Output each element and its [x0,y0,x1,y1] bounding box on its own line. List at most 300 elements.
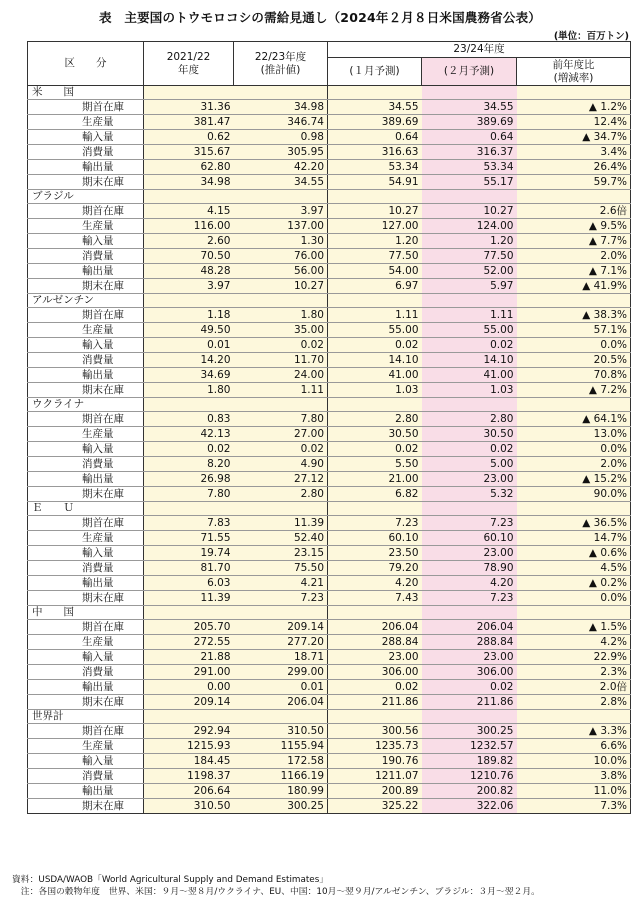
cell-value: 4.20 [328,576,422,591]
cell-value: 55.00 [422,323,517,338]
cell-value: 190.76 [328,754,422,769]
cell-value: 1215.93 [144,739,234,754]
group-name: ウクライナ [28,398,144,412]
table-row [28,368,631,383]
row-label: 消費量 [28,249,144,264]
cell-value: 10.27 [422,204,517,219]
group-name: ブラジル [28,190,144,204]
cell-value: 1198.37 [144,769,234,784]
cell-value: 0.0% [517,442,631,457]
cell-value: 70.50 [144,249,234,264]
cell-value: 292.94 [144,724,234,739]
cell-value: 1.11 [422,308,517,323]
footnote: 注：各国の穀物年度 世界、米国：９月～翌８月/ウクライナ、EU、中国：10月～翌９月/アルゼンチン、ブラジル：３月～翌２月。 [12,887,540,897]
cell-value: ▲ 7.2% [517,383,631,398]
cell-value: 30.50 [422,427,517,442]
cell-value: 0.62 [144,130,234,145]
cell-value: 209.14 [234,620,328,635]
table-row [28,799,631,814]
cell-value: 172.58 [234,754,328,769]
cell-value: 316.63 [328,145,422,160]
cell-value: 3.8% [517,769,631,784]
row-label: 期首在庫 [28,204,144,219]
row-label: 期末在庫 [28,175,144,190]
cell-value: 31.36 [144,100,234,115]
group-row [28,190,631,204]
cell-value: 288.84 [422,635,517,650]
cell-value: 62.80 [144,160,234,175]
unit-label: (単位：百万トン) [553,31,629,42]
table-row [28,115,631,130]
cell-value: 81.70 [144,561,234,576]
table-row [28,338,631,353]
cell-value: 24.00 [234,368,328,383]
cell-value: 34.55 [234,175,328,190]
cell-value: 1.80 [144,383,234,398]
cell-value: 0.98 [234,130,328,145]
row-label: 輸入量 [28,650,144,665]
cell-value: 7.83 [144,516,234,531]
group-row [28,294,631,308]
cell-value: ▲ 0.2% [517,576,631,591]
group-name: アルゼンチン [28,294,144,308]
cell-value: 1232.57 [422,739,517,754]
cell-value: 300.25 [234,799,328,814]
cell-value: 48.28 [144,264,234,279]
cell-value: 4.90 [234,457,328,472]
row-label: 消費量 [28,145,144,160]
cell-value: 26.4% [517,160,631,175]
cell-value: 20.5% [517,353,631,368]
group-name: 米 国 [28,86,144,100]
table-row [28,487,631,502]
cell-value: 21.00 [328,472,422,487]
cell-value: 277.20 [234,635,328,650]
header-feb-forecast: (２月予測) [422,58,517,86]
cell-value: 34.98 [144,175,234,190]
cell-value: 127.00 [328,219,422,234]
cell-value: 34.55 [422,100,517,115]
cell-value: 2.0% [517,249,631,264]
cell-value: 124.00 [422,219,517,234]
cell-value: 0.00 [144,680,234,695]
cell-value: 1.20 [328,234,422,249]
table-row [28,561,631,576]
supply-demand-table [27,41,631,814]
cell-value: 180.99 [234,784,328,799]
cell-value: 14.10 [328,353,422,368]
header-kubun: 区 分 [28,42,144,86]
cell-value: 0.02 [234,442,328,457]
cell-value: 23.00 [422,546,517,561]
row-label: 期首在庫 [28,724,144,739]
cell-value: 116.00 [144,219,234,234]
cell-value: 0.02 [328,680,422,695]
table-row [28,516,631,531]
cell-value: 310.50 [144,799,234,814]
table-row [28,695,631,710]
cell-value: 11.39 [144,591,234,606]
table-row [28,383,631,398]
cell-value: 0.02 [422,680,517,695]
cell-value: 346.74 [234,115,328,130]
cell-value: 1.03 [328,383,422,398]
cell-value: 184.45 [144,754,234,769]
row-label: 輸出量 [28,472,144,487]
table-row [28,323,631,338]
table-row [28,724,631,739]
cell-value: 205.70 [144,620,234,635]
cell-value: 77.50 [328,249,422,264]
cell-value: 34.55 [328,100,422,115]
table-row [28,531,631,546]
header-23-24: 23/24年度 [328,42,631,58]
cell-value: 12.4% [517,115,631,130]
row-label: 生産量 [28,531,144,546]
table-row [28,769,631,784]
table-row [28,175,631,190]
row-label: 消費量 [28,353,144,368]
cell-value: 291.00 [144,665,234,680]
cell-value: 0.02 [422,338,517,353]
cell-value: 211.86 [328,695,422,710]
cell-value: 200.89 [328,784,422,799]
row-label: 期首在庫 [28,100,144,115]
row-label: 消費量 [28,457,144,472]
cell-value: 7.23 [328,516,422,531]
cell-value: 2.0% [517,457,631,472]
row-label: 輸入量 [28,130,144,145]
cell-value: 211.86 [422,695,517,710]
cell-value: 1.20 [422,234,517,249]
cell-value: 0.02 [328,442,422,457]
row-label: 輸入量 [28,442,144,457]
cell-value: 35.00 [234,323,328,338]
cell-value: 4.20 [422,576,517,591]
cell-value: 206.04 [234,695,328,710]
row-label: 輸出量 [28,160,144,175]
cell-value: 23.00 [422,650,517,665]
cell-value: 0.01 [144,338,234,353]
cell-value: 11.70 [234,353,328,368]
cell-value: ▲ 7.1% [517,264,631,279]
cell-value: 4.15 [144,204,234,219]
row-label: 生産量 [28,115,144,130]
table-row [28,279,631,294]
cell-value: ▲ 7.7% [517,234,631,249]
cell-value: 2.6倍 [517,204,631,219]
cell-value: 315.67 [144,145,234,160]
cell-value: 306.00 [422,665,517,680]
table-row [28,234,631,249]
row-label: 期末在庫 [28,695,144,710]
cell-value: 6.03 [144,576,234,591]
row-label: 輸出量 [28,576,144,591]
row-label: 期首在庫 [28,308,144,323]
cell-value: 300.56 [328,724,422,739]
header-jan-forecast: (１月予測) [328,58,422,86]
table-row [28,576,631,591]
cell-value: 3.4% [517,145,631,160]
cell-value: 1210.76 [422,769,517,784]
cell-value: 7.80 [234,412,328,427]
cell-value: 2.80 [422,412,517,427]
group-row [28,502,631,516]
cell-value: 77.50 [422,249,517,264]
cell-value: 59.7% [517,175,631,190]
table-row [28,204,631,219]
cell-value: 0.02 [144,442,234,457]
table-row [28,353,631,368]
row-label: 輸入量 [28,338,144,353]
cell-value: 1.30 [234,234,328,249]
cell-value: 7.23 [422,516,517,531]
cell-value: 54.91 [328,175,422,190]
group-row [28,86,631,100]
table-row [28,412,631,427]
cell-value: 7.23 [422,591,517,606]
table-row [28,635,631,650]
cell-value: 2.3% [517,665,631,680]
cell-value: 5.97 [422,279,517,294]
row-label: 期首在庫 [28,516,144,531]
header-2021-22: 2021/22 年度 [144,42,234,86]
cell-value: 71.55 [144,531,234,546]
cell-value: 14.10 [422,353,517,368]
cell-value: 10.27 [234,279,328,294]
cell-value: 2.80 [328,412,422,427]
cell-value: 0.01 [234,680,328,695]
table-row [28,472,631,487]
row-label: 期末在庫 [28,279,144,294]
cell-value: 34.98 [234,100,328,115]
notes [12,874,540,898]
cell-value: 1.11 [328,308,422,323]
row-label: 生産量 [28,427,144,442]
group-row [28,710,631,724]
page-title: 表 主要国のトウモロコシの需給見通し（2024年２月８日米国農務省公表） [99,10,541,25]
row-label: 期末在庫 [28,383,144,398]
cell-value: 23.15 [234,546,328,561]
cell-value: 0.02 [328,338,422,353]
source-note: 資料：USDA/WAOB「World Agricultural Supply and Demand Estimates」 [12,875,329,885]
table-row [28,130,631,145]
cell-value: 206.64 [144,784,234,799]
cell-value: 1211.07 [328,769,422,784]
header-22-23: 22/23年度 (推計値) [234,42,328,86]
cell-value: ▲ 38.3% [517,308,631,323]
cell-value: 389.69 [328,115,422,130]
cell-value: ▲ 3.3% [517,724,631,739]
table-row [28,160,631,175]
cell-value: 305.95 [234,145,328,160]
cell-value: 6.6% [517,739,631,754]
cell-value: 0.02 [422,442,517,457]
cell-value: 1.03 [422,383,517,398]
cell-value: 1.18 [144,308,234,323]
cell-value: 299.00 [234,665,328,680]
cell-value: 27.12 [234,472,328,487]
cell-value: 18.71 [234,650,328,665]
cell-value: 206.04 [328,620,422,635]
cell-value: 21.88 [144,650,234,665]
row-label: 消費量 [28,769,144,784]
table-row [28,100,631,115]
cell-value: 70.8% [517,368,631,383]
cell-value: 137.00 [234,219,328,234]
cell-value: 6.82 [328,487,422,502]
cell-value: 4.2% [517,635,631,650]
cell-value: 78.90 [422,561,517,576]
cell-value: 206.04 [422,620,517,635]
cell-value: 52.00 [422,264,517,279]
cell-value: 90.0% [517,487,631,502]
cell-value: 5.32 [422,487,517,502]
group-row [28,606,631,620]
cell-value: 42.13 [144,427,234,442]
cell-value: 1235.73 [328,739,422,754]
row-label: 生産量 [28,635,144,650]
cell-value: 23.00 [328,650,422,665]
table-row [28,784,631,799]
cell-value: 41.00 [328,368,422,383]
cell-value: 11.39 [234,516,328,531]
cell-value: 0.64 [328,130,422,145]
cell-value: ▲ 41.9% [517,279,631,294]
table-row [28,442,631,457]
row-label: 生産量 [28,323,144,338]
cell-value: 0.83 [144,412,234,427]
cell-value: 34.69 [144,368,234,383]
group-name: 世界計 [28,710,144,724]
cell-value: 41.00 [422,368,517,383]
cell-value: 8.20 [144,457,234,472]
cell-value: 42.20 [234,160,328,175]
cell-value: 2.60 [144,234,234,249]
row-label: 期末在庫 [28,591,144,606]
cell-value: 60.10 [422,531,517,546]
group-name: Ｅ Ｕ [28,502,144,516]
cell-value: 76.00 [234,249,328,264]
table-row [28,546,631,561]
table-row [28,219,631,234]
row-label: 期首在庫 [28,412,144,427]
cell-value: 55.00 [328,323,422,338]
cell-value: 5.00 [422,457,517,472]
cell-value: 300.25 [422,724,517,739]
cell-value: 316.37 [422,145,517,160]
cell-value: 2.0倍 [517,680,631,695]
row-label: 輸入量 [28,754,144,769]
row-label: 消費量 [28,561,144,576]
cell-value: ▲ 1.2% [517,100,631,115]
row-label: 生産量 [28,219,144,234]
table-row [28,264,631,279]
row-label: 輸出量 [28,264,144,279]
group-name: 中 国 [28,606,144,620]
cell-value: 53.34 [422,160,517,175]
cell-value: 322.06 [422,799,517,814]
table-row [28,754,631,769]
cell-value: 56.00 [234,264,328,279]
table-row [28,739,631,754]
cell-value: ▲ 0.6% [517,546,631,561]
table-row [28,249,631,264]
cell-value: 54.00 [328,264,422,279]
table-row [28,427,631,442]
cell-value: 7.3% [517,799,631,814]
cell-value: 14.20 [144,353,234,368]
cell-value: 189.82 [422,754,517,769]
cell-value: 1155.94 [234,739,328,754]
cell-value: 11.0% [517,784,631,799]
cell-value: 52.40 [234,531,328,546]
cell-value: 310.50 [234,724,328,739]
cell-value: 0.64 [422,130,517,145]
cell-value: 13.0% [517,427,631,442]
cell-value: 1166.19 [234,769,328,784]
table-row [28,308,631,323]
cell-value: 3.97 [234,204,328,219]
cell-value: 19.74 [144,546,234,561]
cell-value: 7.43 [328,591,422,606]
cell-value: 389.69 [422,115,517,130]
cell-value: 23.00 [422,472,517,487]
table-row [28,145,631,160]
cell-value: 272.55 [144,635,234,650]
cell-value: 0.02 [234,338,328,353]
cell-value: ▲ 1.5% [517,620,631,635]
cell-value: 1.11 [234,383,328,398]
cell-value: 7.23 [234,591,328,606]
cell-value: ▲ 64.1% [517,412,631,427]
cell-value: 288.84 [328,635,422,650]
cell-value: 209.14 [144,695,234,710]
row-label: 輸出量 [28,368,144,383]
cell-value: 4.5% [517,561,631,576]
cell-value: 200.82 [422,784,517,799]
cell-value: 75.50 [234,561,328,576]
cell-value: ▲ 34.7% [517,130,631,145]
cell-value: 325.22 [328,799,422,814]
cell-value: ▲ 36.5% [517,516,631,531]
row-label: 生産量 [28,739,144,754]
table-row [28,457,631,472]
cell-value: 0.0% [517,591,631,606]
cell-value: 4.21 [234,576,328,591]
row-label: 期末在庫 [28,487,144,502]
cell-value: 22.9% [517,650,631,665]
group-row [28,398,631,412]
cell-value: 55.17 [422,175,517,190]
row-label: 期首在庫 [28,620,144,635]
cell-value: 57.1% [517,323,631,338]
table-row [28,680,631,695]
cell-value: 26.98 [144,472,234,487]
table-row [28,665,631,680]
table-row [28,650,631,665]
cell-value: 2.80 [234,487,328,502]
cell-value: 27.00 [234,427,328,442]
cell-value: 7.80 [144,487,234,502]
cell-value: 0.0% [517,338,631,353]
cell-value: 3.97 [144,279,234,294]
cell-value: 30.50 [328,427,422,442]
row-label: 消費量 [28,665,144,680]
cell-value: 5.50 [328,457,422,472]
cell-value: 79.20 [328,561,422,576]
cell-value: 1.80 [234,308,328,323]
